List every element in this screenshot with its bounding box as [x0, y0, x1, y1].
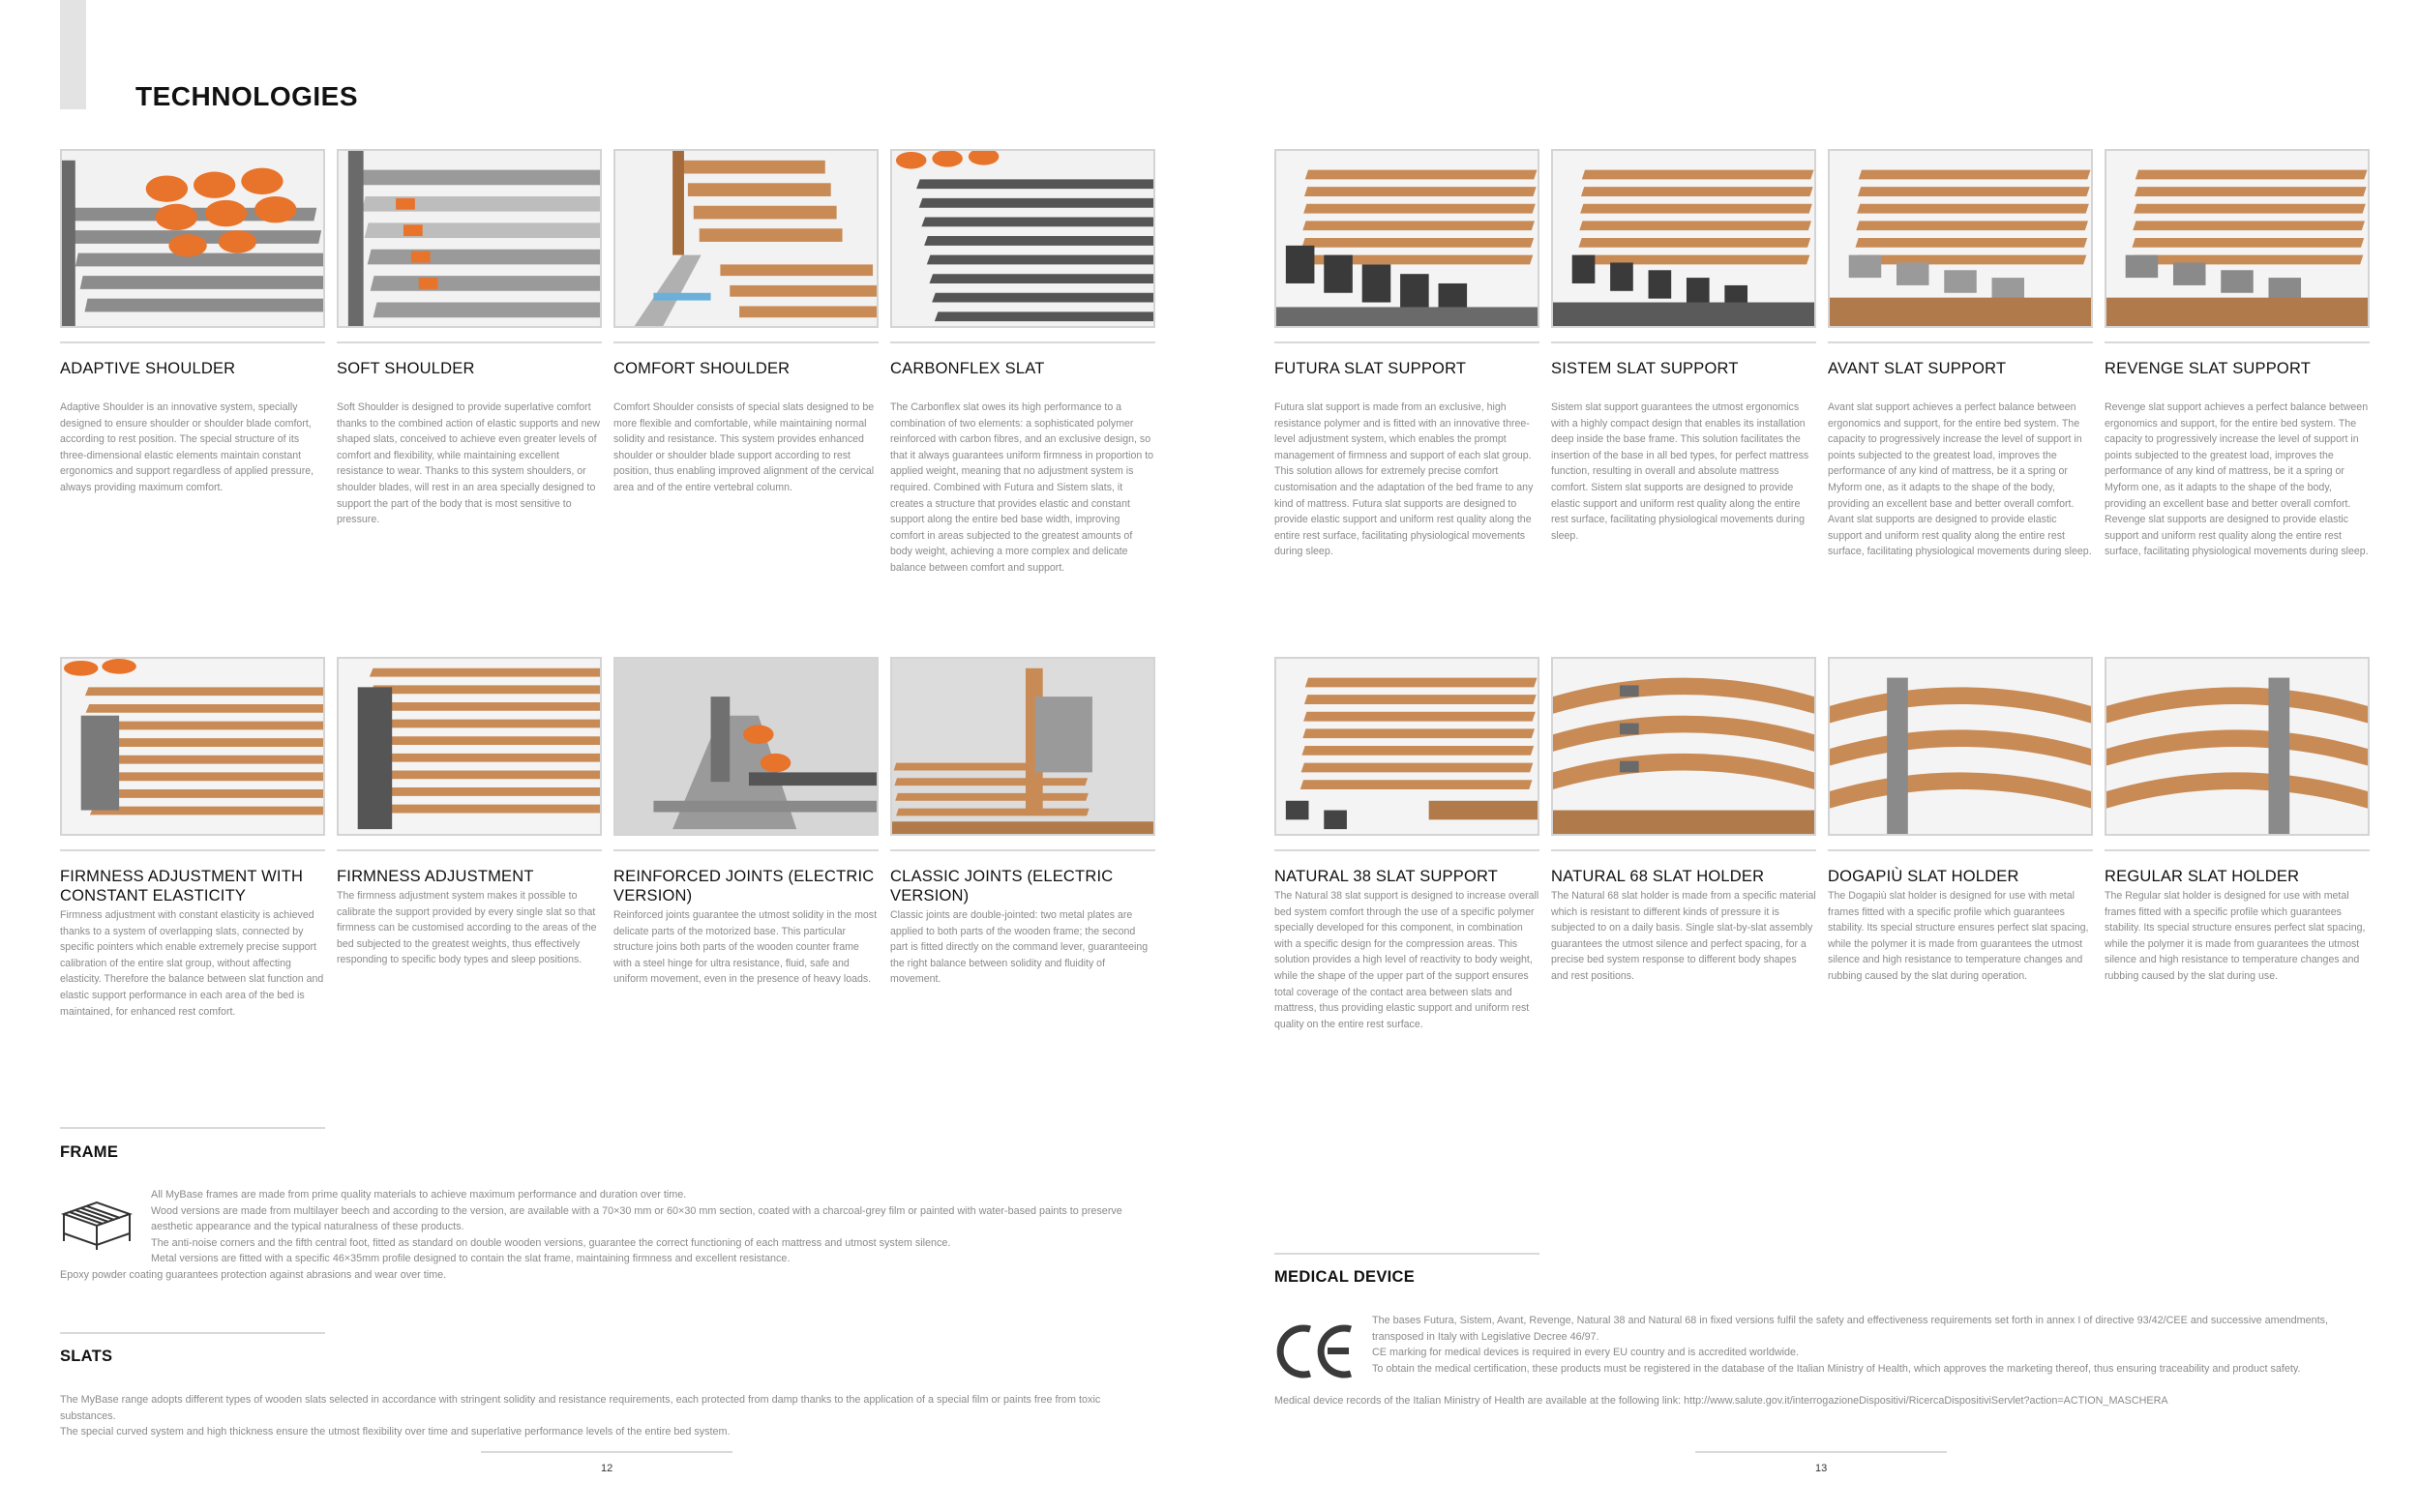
dogapiu-image [1828, 657, 2093, 836]
card-regular-slat-holder [2105, 657, 2370, 985]
card-text: Soft Shoulder is designed to provide superlative comfort thanks to the combined action of elastic supports and new shaped slats, conceived to achieve even greater levels of comfort and flexibility, while maintaining excellent resistance to wear. Thanks to this system shoulders, or shoulder blades, will rest in an area specially designed to support the part of the body that is most sensitive to pressure. [337, 401, 601, 526]
card-sistem-slat-support [1551, 149, 1816, 544]
card-text: Firmness adjustment with constant elasticity is achieved thanks to a system of overlapping slats, connected by specific pointers which enable extremely precise support calibration of the entire slat group, without affecting elasticity. Therefore the balance between slat function and elastic support performance in each area of the bed is maintained, for enhanced rest comfort. [60, 909, 324, 1018]
card-rule [613, 341, 879, 343]
reinforced-joints-image [613, 657, 879, 836]
page-number-left: 12 [601, 1463, 613, 1474]
card-rule [613, 849, 879, 851]
natural-38-image [1274, 657, 1539, 836]
card-text: Sistem slat support guarantees the utmost ergonomics with a highly compact design that enables its installation deep inside the base frame. This solution facilitates the insertion of the base in all bed types, for perfect mattress function, resulting in overall and absolute mattress comfort. Sistem slat supports are designed to provide elastic support and uniform rest quality along the entire rest surface, facilitating physiological movements during sleep. [1551, 401, 1809, 542]
slats-title: SLATS [60, 1348, 113, 1365]
card-rule [337, 849, 602, 851]
card-text: Futura slat support is made from an exclusive, high resistance polymer and is fitted with an innovative three-level adjustment system, which enables the prompt management of firmness and support of each slat group. This solution allows for extremely precise comfort customisation and the adaptation of the bed frame to any kind of mattress. Futura slat supports are designed to provide elastic support and uniform rest quality along the entire rest surface, facilitating physiological movements during sleep. [1274, 401, 1534, 558]
card-title: FIRMNESS ADJUSTMENT WITH CONSTANT ELASTICITY [60, 868, 304, 904]
card-rule [2105, 849, 2370, 851]
card-rule [1551, 341, 1816, 343]
medical-rule [1274, 1253, 1539, 1255]
card-title: NATURAL 68 SLAT HOLDER [1551, 868, 1765, 885]
avant-slat-support-image [1828, 149, 2093, 328]
card-rule [1551, 849, 1816, 851]
card-text: Classic joints are double-jointed: two metal plates are applied to both parts of the wooden frame; the second part is fitted directly on the command lever, guaranteeing the right balance between solidity and fluidity of movement. [890, 909, 1149, 986]
card-text: Adaptive Shoulder is an innovative system, specially designed to ensure shoulder or shoulder blade comfort, according to rest position. The special structure of its three-dimensional elastic elements maintain constant ergonomics and support regardless of applied pressure, always providing maximum comfort. [60, 401, 314, 493]
card-text: Avant slat support achieves a perfect balance between ergonomics and support, for the entire bed system. The capacity to progressively increase the level of support in points subjected to the greatest load, improves the performance of any kind of mattress, be it a spring or Myform one, as it adapts to the shape of the body, providing an excellent base and better overall comfort. Avant slat supports are designed to provide elastic support and uniform rest quality along the entire rest surface, facilitating physiological movements during sleep. [1828, 401, 2092, 558]
card-rule [890, 849, 1155, 851]
soft-shoulder-image [337, 149, 602, 328]
bed-frame-icon [60, 1197, 134, 1251]
card-title: FIRMNESS ADJUSTMENT [337, 868, 534, 885]
ce-mark-icon [1275, 1321, 1355, 1381]
card-title: NATURAL 38 SLAT SUPPORT [1274, 868, 1499, 885]
medical-line: To obtain the medical certification, these products must be registered in the database of the Italian Ministry of Health, which approves the marketing thereof, thus ensuring traceability and product safety. [1372, 1362, 2301, 1375]
card-revenge-slat-support [2105, 149, 2370, 560]
medical-line: The bases Futura, Sistem, Avant, Revenge, Natural 38 and Natural 68 in fixed versions fulfil the safety and effectiveness requirements set forth in annex I of directive 93/42/CEE and successive amendments, transposed in Italy with Legislative Decree 46/97. [1372, 1315, 2329, 1343]
slats-line: The MyBase range adopts different types of wooden slats selected in accordance with stringent solidity and resistance requirements, each protected from damp thanks to the application of a special film or paints free from toxic substances. [60, 1394, 1101, 1422]
card-rule [1274, 849, 1539, 851]
card-carbonflex-slat [890, 149, 1155, 577]
card-title: AVANT SLAT SUPPORT [1828, 360, 2007, 377]
slats-rule [60, 1332, 325, 1334]
frame-line: Wood versions are made from multilayer beech and according to the version, are available with a 70×30 mm or 60×30 mm section, coated with a charcoal-grey film or painted with water-based paints to preserve aesthetic appearance and the typical naturalness of these products. [151, 1204, 1122, 1233]
adaptive-shoulder-image [60, 149, 325, 328]
card-title: CLASSIC JOINTS (ELECTRIC VERSION) [890, 868, 1114, 904]
card-title: CARBONFLEX SLAT [890, 360, 1045, 377]
card-title: FUTURA SLAT SUPPORT [1274, 360, 1467, 377]
card-text: Revenge slat support achieves a perfect balance between ergonomics and support, for the entire bed system. The capacity to progressively increase the level of support in points subjected to the greatest load, improves the performance of any kind of mattress, be it a spring or Myform one, as it adapts to the shape of the body, providing an excellent base and better overall comfort. Revenge slat supports are designed to provide elastic support and uniform rest quality along the entire rest surface, facilitating physiological movements during sleep. [2105, 401, 2369, 558]
card-futura-slat-support [1274, 149, 1539, 560]
card-rule [60, 341, 325, 343]
card-text: Comfort Shoulder consists of special slats designed to be more flexible and comfortable, while maintaining normal solidity and resistance. This system provides enhanced shoulder or shoulder blade support according to rest position, thus enabling improved alignment of the cervical area and of the entire vertebral column. [613, 401, 875, 493]
page-title: TECHNOLOGIES [135, 81, 359, 111]
regular-slat-holder-image [2105, 657, 2370, 836]
card-title: REGULAR SLAT HOLDER [2105, 868, 2300, 885]
medical-line: CE marking for medical devices is required in every EU country and is accredited worldwide. [1372, 1347, 1800, 1359]
medical-text-link [1274, 1393, 2368, 1409]
futura-slat-support-image [1274, 149, 1539, 328]
frame-title: FRAME [60, 1143, 119, 1161]
card-title: COMFORT SHOULDER [613, 360, 791, 377]
frame-line: All MyBase frames are made from prime quality materials to achieve maximum performance and duration over time. [151, 1189, 687, 1201]
card-soft-shoulder [337, 149, 602, 528]
frame-rule [60, 1127, 325, 1129]
card-text: The Natural 68 slat holder is made from a specific material which is resistant to different kinds of pressure it is subjected to on a daily basis. Single slat-by-slat assembly guarantees the utmost silence and perfect spacing, for a precise bed system response to different body shapes and rest positions. [1551, 890, 1816, 982]
card-dogapiu-slat-holder [1828, 657, 2093, 985]
sistem-slat-support-image [1551, 149, 1816, 328]
card-title: SISTEM SLAT SUPPORT [1551, 360, 1739, 377]
revenge-slat-support-image [2105, 149, 2370, 328]
card-rule [337, 341, 602, 343]
card-rule [2105, 341, 2370, 343]
card-title: REINFORCED JOINTS (ELECTRIC VERSION) [613, 868, 875, 904]
page-number-right: 13 [1815, 1463, 1828, 1474]
card-rule [1828, 341, 2093, 343]
classic-joints-image [890, 657, 1155, 836]
card-comfort-shoulder [613, 149, 879, 496]
card-text: The Carbonflex slat owes its high performance to a combination of two elements: a sophisticated polymer reinforced with carbon fibres, and an exclusive design, so that it always guarantees uniform firmness in proportion to applied weight, meaning that no adjustment system is required. Combined with Futura and Sistem slats, it creates a structure that provides elastic and constant support along the entire bed base width, improving comfort in areas subjected to the greatest amounts of body weight, achieving a more complex and delicate balance between comfort and support. [890, 401, 1154, 574]
page-number-rule-right [1695, 1451, 1947, 1453]
card-title: DOGAPIÙ SLAT HOLDER [1828, 868, 2019, 885]
card-natural-38-slat-support [1274, 657, 1539, 1032]
firmness-constant-elasticity-image [60, 657, 325, 836]
card-text: The firmness adjustment system makes it possible to calibrate the support provided by every single slat so that firmness can be customised according to the areas of the bed subjected to the greatest weights, thus effectively responding to specific body types and sleep positions. [337, 890, 597, 966]
card-reinforced-joints [613, 657, 879, 988]
slats-line: The special curved system and high thickness ensure the utmost flexibility over time and superlative performance levels of the entire bed system. [60, 1426, 731, 1438]
card-text: Reinforced joints guarantee the utmost solidity in the most delicate parts of the motorized base. This particular structure joins both parts of the wooden counter frame with a steel hinge for ultra resistance, fluid, safe and uniform movement, even in the presence of heavy loads. [613, 909, 878, 986]
card-rule [60, 849, 325, 851]
card-adaptive-shoulder [60, 149, 325, 496]
card-title: REVENGE SLAT SUPPORT [2105, 360, 2312, 377]
medical-title: MEDICAL DEVICE [1274, 1268, 1416, 1286]
medical-text [1372, 1313, 2369, 1377]
card-firmness-adjustment [337, 657, 602, 968]
frame-line: The anti-noise corners and the fifth central foot, fitted as standard on double wooden versions, guarantee the correct functioning of each mattress and utmost system silence. [151, 1236, 951, 1249]
frame-line: Epoxy powder coating guarantees protection against abrasions and wear over time. [60, 1269, 447, 1281]
frame-text [151, 1187, 1157, 1267]
carbonflex-slat-image [890, 149, 1155, 328]
comfort-shoulder-image [613, 149, 879, 328]
card-firmness-adjustment-constant-elasticity [60, 657, 325, 1020]
card-rule [890, 341, 1155, 343]
card-title: SOFT SHOULDER [337, 360, 475, 377]
natural-68-image [1551, 657, 1816, 836]
card-title: ADAPTIVE SHOULDER [60, 360, 236, 377]
card-classic-joints [890, 657, 1155, 988]
medical-link-line[interactable]: Medical device records of the Italian Ministry of Health are available at the following link: http://www.salute.gov.it/interrogazioneDispositivi/RicercaDispositiviServlet?action=ACTION_MASCHERA [1274, 1395, 2168, 1407]
page-number-rule-left [481, 1451, 732, 1453]
card-rule [1828, 849, 2093, 851]
card-natural-68-slat-holder [1551, 657, 1816, 985]
card-text: The Natural 38 slat support is designed to increase overall bed system comfort through the use of a specific polymer specially developed for this component, in combination with a specific design for the compression areas. This solution provides a high level of reactivity to body weight, while the shape of the upper part of the support ensures total coverage of the contact area between slats and mattress, thus providing elastic support and uniform rest quality on the entire rest surface. [1274, 890, 1539, 1030]
slats-text [60, 1392, 1157, 1440]
card-text: The Dogapiù slat holder is designed for use with metal frames fitted with a specific profile which guarantees stability. Its special structure ensures perfect slat spacing, while the polymer it is made from guarantees the utmost silence and high resistance to temperature changes and rubbing caused by the slat during operation. [1828, 890, 2089, 982]
card-text: The Regular slat holder is designed for use with metal frames fitted with a specific profile which guarantees stability. Its special structure ensures perfect slat spacing, while the polymer it is made from guarantees the utmost silence and high resistance to temperature changes and rubbing caused by the slat during use. [2105, 890, 2366, 982]
frame-text-extra [60, 1267, 1157, 1284]
card-avant-slat-support [1828, 149, 2093, 560]
firmness-adjustment-image [337, 657, 602, 836]
card-rule [1274, 341, 1539, 343]
side-accent-bar [60, 0, 86, 109]
frame-line: Metal versions are fitted with a specific 46×35mm profile designed to contain the slat frame, maintaining firmness and excellent resistance. [151, 1253, 791, 1265]
